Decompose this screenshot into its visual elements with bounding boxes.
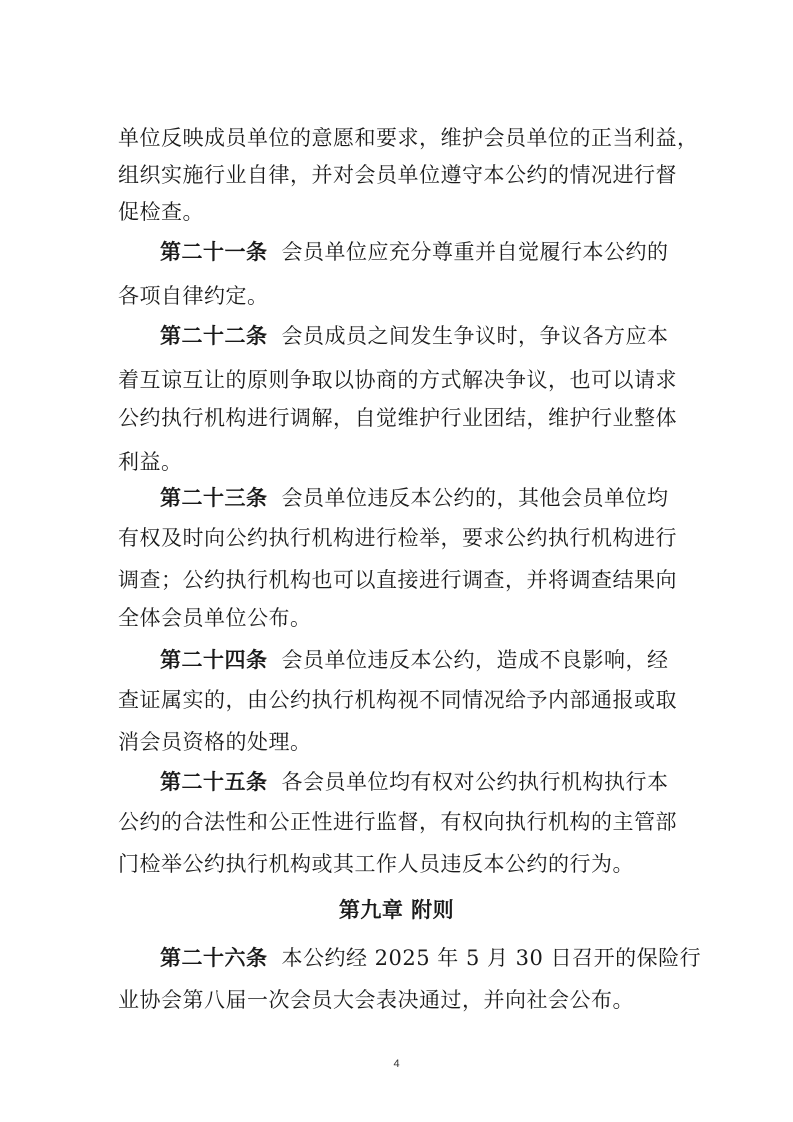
- body-line: 调查；公约执行机构也可以直接进行调查，并将调查结果向: [118, 568, 677, 592]
- article-22-first-line: [160, 324, 669, 348]
- article-text: 会员单位应充分尊重并自觉履行本公约的: [281, 240, 669, 264]
- body-line: 查证属实的，由公约执行机构视不同情况给予内部通报或取: [118, 688, 677, 712]
- article-23-first-line: [160, 486, 669, 510]
- article-text: 各会员单位均有权对公约执行机构执行本: [281, 770, 669, 794]
- body-line: 着互谅互让的原则争取以协商的方式解决争议，也可以请求: [118, 368, 677, 392]
- article-text: 本公约经 2025 年 5 月 30 日召开的保险行: [281, 946, 702, 970]
- article-label: 第二十一条: [160, 239, 268, 264]
- body-line: 促检查。: [118, 200, 204, 224]
- body-line: 门检举公约执行机构或其工作人员违反本公约的行为。: [118, 852, 634, 876]
- body-line: 公约的合法性和公正性进行监督，有权向执行机构的主管部: [118, 810, 677, 834]
- article-text: 会员单位违反本公约的，其他会员单位均: [281, 486, 669, 510]
- article-24-first-line: [160, 648, 669, 672]
- body-line: 各项自律约定。: [118, 284, 269, 308]
- article-26-first-line: [160, 946, 701, 970]
- article-text: 会员单位违反本公约，造成不良影响，经: [281, 648, 669, 672]
- article-label: 第二十四条: [160, 647, 268, 672]
- body-line: 业协会第八届一次会员大会表决通过，并向社会公布。: [118, 988, 634, 1012]
- article-25-first-line: [160, 770, 669, 794]
- article-label: 第二十二条: [160, 323, 268, 348]
- article-label: 第二十六条: [160, 945, 268, 970]
- article-text: 会员成员之间发生争议时，争议各方应本: [281, 324, 669, 348]
- body-line: 组织实施行业自律，并对会员单位遵守本公约的情况进行督: [118, 163, 677, 187]
- body-line: 全体会员单位公布。: [118, 606, 312, 630]
- body-line: 公约执行机构进行调解，自觉维护行业团结，维护行业整体: [118, 406, 677, 430]
- body-line: 单位反映成员单位的意愿和要求，维护会员单位的正当利益，: [118, 126, 699, 150]
- body-line: 消会员资格的处理。: [118, 730, 312, 754]
- article-label: 第二十五条: [160, 769, 268, 794]
- chapter-heading: 第九章 附则: [338, 897, 455, 922]
- article-21-first-line: [160, 240, 669, 264]
- body-line: 利益。: [118, 450, 183, 474]
- body-line: 有权及时向公约执行机构进行检举，要求公约执行机构进行: [118, 526, 677, 550]
- article-label: 第二十三条: [160, 485, 268, 510]
- page-number: 4: [393, 1058, 400, 1070]
